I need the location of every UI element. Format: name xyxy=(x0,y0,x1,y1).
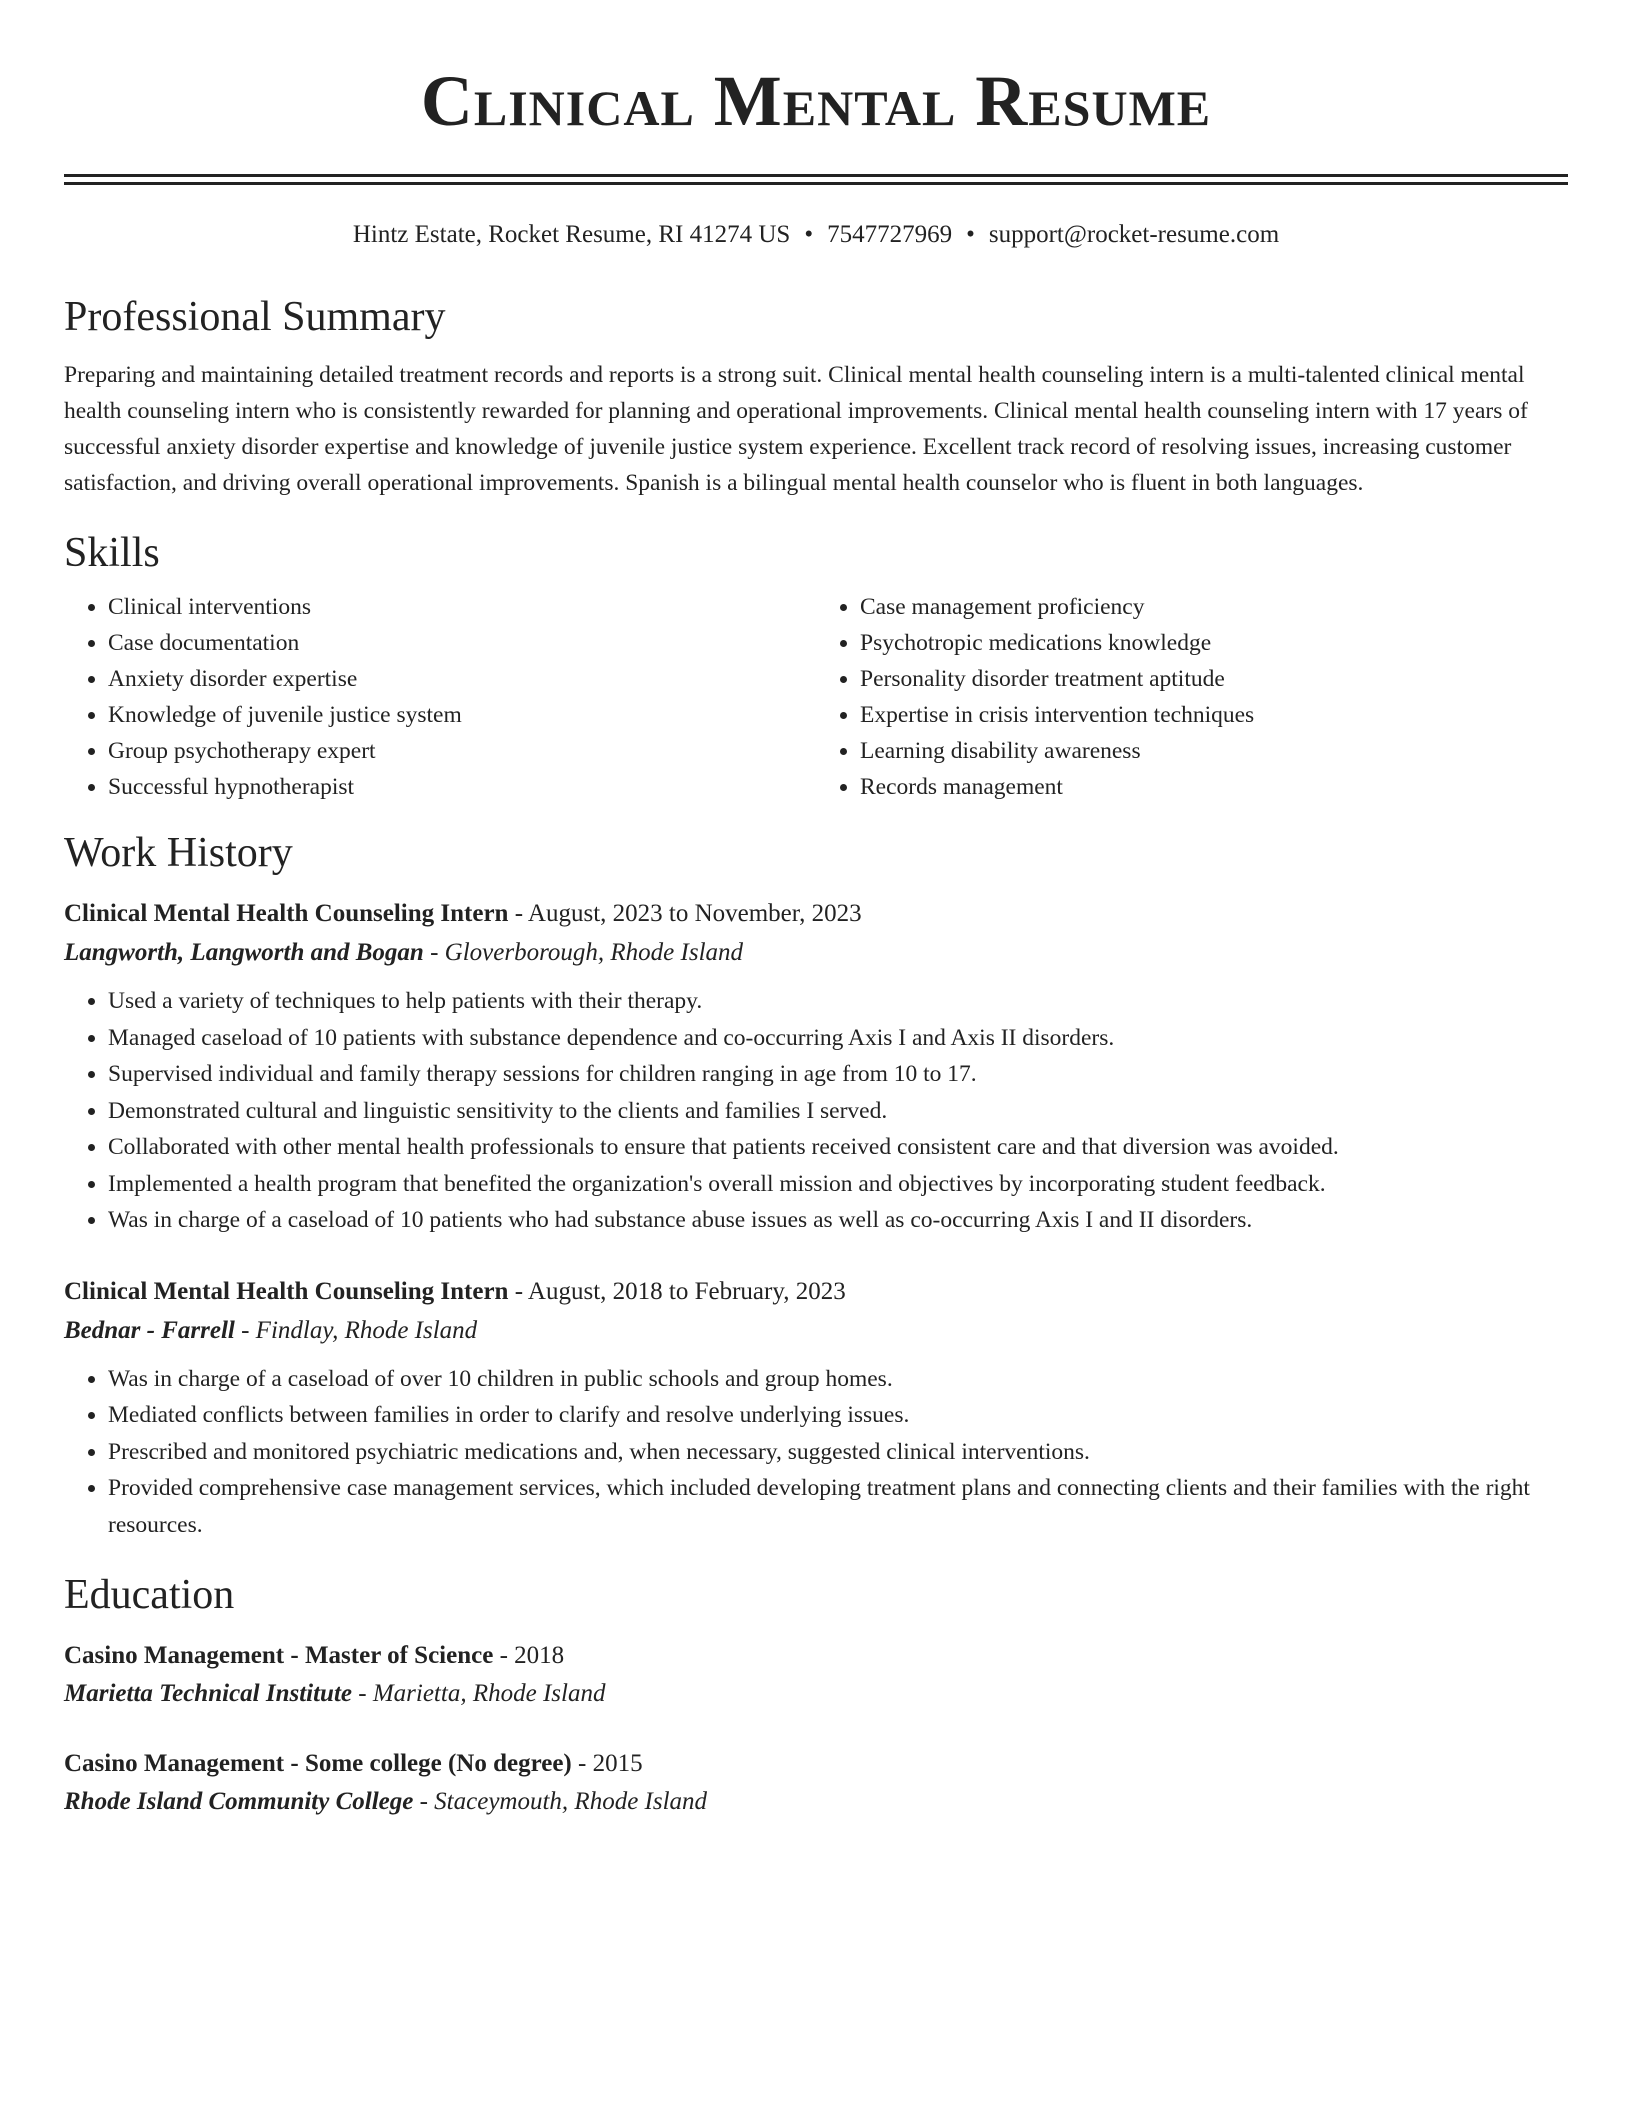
skills-heading: Skills xyxy=(64,530,160,576)
job-bullet: • Prescribed and monitored psychiatric medications and, when necessary, suggested clinical interventions. xyxy=(108,1434,1568,1471)
education-school: Marietta Technical Institute xyxy=(64,1680,353,1707)
education-entry xyxy=(64,1745,1568,1821)
contact-separator: • xyxy=(966,221,975,248)
job-location: - Findlay, Rhode Island xyxy=(234,1316,478,1344)
job-bullets xyxy=(64,1361,1568,1544)
job-title-line xyxy=(64,895,1568,933)
summary-text: Preparing and maintaining detailed treatment records and reports is a strong suit. Clinical mental health counseling intern is a multi-talented clinical mental health counseling intern who is consistently rewarded for planning and operational improvements. Clinical mental health counseling intern with 17 years of successful anxiety disorder expertise and knowledge of juvenile justice system experience. Excellent track record of resolving issues, increasing customer satisfaction, and driving overall operational improvements. Spanish is a bilingual mental health counselor who is fluent in both languages. xyxy=(64,362,1528,496)
contact-address: Hintz Estate, Rocket Resume, RI 41274 US xyxy=(352,221,791,248)
skill-item: • Case management proficiency xyxy=(860,589,1568,625)
resume-title: Clinical Mental Resume xyxy=(420,61,1212,141)
job-title: Clinical Mental Health Counseling Intern xyxy=(64,1277,509,1305)
job-bullet: • Collaborated with other mental health professionals to ensure that patients received consistent care and that diversion was avoided. xyxy=(108,1129,1568,1166)
skill-item: • Knowledge of juvenile justice system xyxy=(108,697,816,733)
skills-column-right xyxy=(816,589,1568,805)
job-company-line xyxy=(64,933,1568,973)
education-school: Rhode Island Community College xyxy=(64,1788,414,1815)
education-school-line xyxy=(64,1675,1568,1713)
job-bullet: • Was in charge of a caseload of over 10 children in public schools and group homes. xyxy=(108,1361,1568,1398)
skill-item: • Anxiety disorder expertise xyxy=(108,661,816,697)
title-divider xyxy=(64,174,1568,185)
contact-phone: 7547727969 xyxy=(827,221,953,248)
skill-item: • Learning disability awareness xyxy=(860,733,1568,769)
education-year: - 2018 xyxy=(493,1642,565,1669)
contact-separator: • xyxy=(804,221,814,248)
job-bullet: • Provided comprehensive case management services, which included developing treatment plans and connecting clients and their families with the right resources. xyxy=(108,1470,1568,1543)
skill-item: • Psychotropic medications knowledge xyxy=(860,625,1568,661)
job-bullet: • Demonstrated cultural and linguistic sensitivity to the clients and families I served. xyxy=(108,1093,1568,1130)
summary-heading: Professional Summary xyxy=(64,294,446,340)
skills-list xyxy=(64,589,1568,805)
skill-item: • Personality disorder treatment aptitude xyxy=(860,661,1568,697)
job-dates: - August, 2023 to November, 2023 xyxy=(508,900,862,927)
job-bullet: • Was in charge of a caseload of 10 patients who had substance abuse issues as well as co-occurring Axis I and II disorders. xyxy=(108,1202,1568,1239)
job-title: Clinical Mental Health Counseling Intern xyxy=(64,900,509,927)
job-company: Bednar - Farrell xyxy=(64,1316,235,1344)
skill-item: • Expertise in crisis intervention techniques xyxy=(860,697,1568,733)
skill-item: • Clinical interventions xyxy=(108,589,816,625)
education-location: - Staceymouth, Rhode Island xyxy=(413,1788,708,1815)
education-entry xyxy=(64,1637,1568,1713)
education-year: - 2015 xyxy=(571,1750,643,1777)
skill-item: • Case documentation xyxy=(108,625,816,661)
job-bullet: • Managed caseload of 10 patients with substance dependence and co-occurring Axis I and Axis II disorders. xyxy=(108,1020,1568,1057)
job-bullet: • Used a variety of techniques to help patients with their therapy. xyxy=(108,983,1568,1020)
job-bullet: • Implemented a health program that benefited the organization's overall mission and objectives by incorporating student feedback. xyxy=(108,1166,1568,1203)
job-dates: - August, 2018 to February, 2023 xyxy=(508,1277,846,1305)
job-bullet: • Mediated conflicts between families in order to clarify and resolve underlying issues. xyxy=(108,1397,1568,1434)
skill-item: • Group psychotherapy expert xyxy=(108,733,816,769)
work-history-heading: Work History xyxy=(64,830,293,876)
job-location: - Gloverborough, Rhode Island xyxy=(423,939,744,966)
education-degree: Casino Management - Master of Science xyxy=(64,1642,494,1669)
education-degree: Casino Management - Some college (No degree) xyxy=(64,1750,572,1777)
job-company-line xyxy=(64,1311,1568,1351)
job-bullets xyxy=(64,983,1568,1239)
education-degree-line xyxy=(64,1637,1568,1675)
skill-item: • Successful hypnotherapist xyxy=(108,769,816,805)
job-entry xyxy=(64,895,1568,1239)
contact-email: support@rocket-resume.com xyxy=(988,221,1280,248)
job-bullet: • Supervised individual and family therapy sessions for children ranging in age from 10 to 17. xyxy=(108,1056,1568,1093)
education-degree-line xyxy=(64,1745,1568,1783)
education-school-line xyxy=(64,1783,1568,1821)
contact-line xyxy=(64,219,1568,251)
job-entry xyxy=(64,1273,1568,1544)
job-title-line xyxy=(64,1273,1568,1311)
education-heading: Education xyxy=(64,1572,235,1618)
skill-item: • Records management xyxy=(860,769,1568,805)
job-company: Langworth, Langworth and Bogan xyxy=(64,939,424,966)
education-location: - Marietta, Rhode Island xyxy=(352,1680,606,1707)
skills-column-left xyxy=(64,589,816,805)
